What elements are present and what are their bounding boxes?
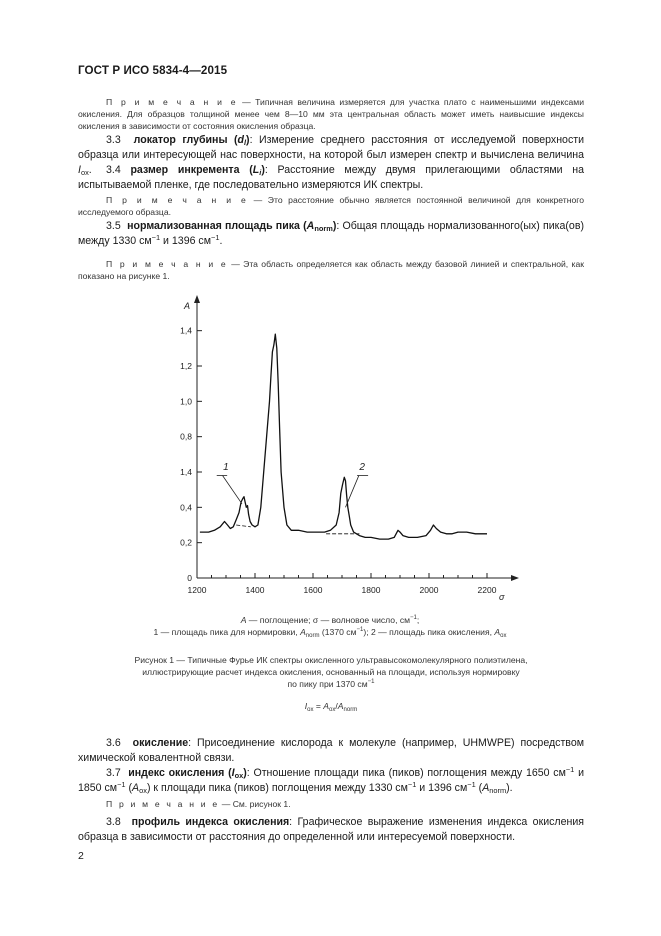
annotation-1-leader	[223, 476, 242, 504]
x-axis-arrow	[511, 575, 519, 581]
x-tick-label: 1400	[245, 585, 265, 595]
y-tick-label: 1,4	[180, 467, 192, 477]
x-tick-label: 2200	[477, 585, 497, 595]
x-tick-label: 1200	[187, 585, 207, 595]
x-tick-label: 1600	[303, 585, 323, 595]
y-tick-label: 0	[187, 573, 192, 583]
x-tick-label: 2000	[419, 585, 439, 595]
chart-ticks	[180, 326, 497, 595]
y-axis-arrow	[194, 295, 200, 303]
y-tick-label: 1,2	[180, 361, 192, 371]
y-tick-label: 1,0	[180, 396, 192, 407]
note-1: П р и м е ч а н и е — Типичная величина измеряется для участка плато с наименьшими индексами окисления. Для образцов толщиной менее чем 8—10 мм эта центральная область может иметь наивысшие индексы окисления в зависимости от состояния окисления образца.	[78, 97, 584, 131]
ir-spectrum-chart	[160, 288, 530, 608]
note-2: П р и м е ч а н и е — Это расстояние обычно является постоянной величиной для конкретного исследуемого образца.	[78, 195, 584, 217]
x-tick-label: 1800	[361, 585, 381, 595]
page-number: 2	[78, 850, 84, 862]
section-3-4: 3.4 размер инкремента $(L_i)$: Расстояние между двумя прилегающими областями на испытываемой пленке, где последовательно измеряются ИК спектры.	[78, 164, 584, 191]
chart-axes	[183, 295, 519, 602]
x-axis-label: σ	[499, 592, 505, 602]
figure-legend: A — поглощение; σ — волновое число, $см^{-1}$; 1 — площадь пика для нормировки, $A_{norm}$ (1370 $см^{-1}$); 2 — площадь пика окисления, $A_{ox}$	[153, 615, 507, 639]
document-header: ГОСТ Р ИСО 5834-4—2015	[78, 64, 228, 77]
note-3: П р и м е ч а н и е — Эта область определяется как область между базовой линией и спектральной, как показано на рисунке 1.	[78, 259, 584, 281]
y-tick-label: 0,8	[180, 431, 192, 442]
note-4: П р и м е ч а н и е — См. рисунок 1.	[106, 799, 291, 809]
annotation-1: 1	[223, 462, 229, 474]
annotation-2: 2	[359, 462, 365, 474]
section-3-6: 3.6 окисление: Присоединение кислорода к молекуле (например, UHMWPE) посредством химической ковалентной связи.	[78, 737, 584, 764]
y-axis-label: A	[184, 301, 191, 311]
y-tick-label: 1,4	[180, 325, 192, 336]
oxidation-index-formula: $I_{ox} = A_{ox}/A_{norm}$	[304, 701, 358, 713]
series-spectrum	[200, 334, 487, 539]
chart-series	[200, 334, 487, 539]
figure-caption: Рисунок 1 — Типичные Фурье ИК спектры окисленного ультравысокомолекулярного полиэтилена, иллюстрирующие расчет индекса окисления, основанный на площади, используя нормировку по пику при 1370 $см^{-1}$ $I_{ox} = A_{ox}/A_{norm}$	[78, 654, 584, 712]
section-3-5: 3.5 нормализованная площадь пика $(A_{norm})$: Общая площадь нормализованного(ых) пика(ов) между 1330 $см^{-1}$ и 1396 $см^{-1}$.	[78, 220, 584, 247]
section-3-7: 3.7 индекс окисления $(I_{ox})$: Отношение площади пика (пиков) поглощения между 1650 $см^{-1}$ и 1850 $см^{-1}$ $(A_{ox})$ к площади пика (пиков) поглощения между 1330 $см^{-1}$ и 1396 $см^{-1}$ $(A_{norm})$.	[78, 765, 584, 795]
annotation-2-leader	[345, 476, 358, 508]
y-tick-label: 0,4	[180, 502, 192, 513]
section-3-3: 3.3 локатор глубины $(d_l)$: Измерение среднего расстояния от исследуемой поверхности образца или интересующей нас поверхности, на которой был измерен спектр и вычислена величина $I_{ox}$.	[78, 134, 585, 177]
y-tick-label: 0,2	[180, 537, 192, 548]
section-3-8: 3.8 профиль индекса окисления: Графическое выражение изменения индекса окисления образца в зависимости от расстояния до определенной или интересуемой поверхности.	[78, 816, 585, 843]
series-baseline-1	[236, 525, 251, 527]
